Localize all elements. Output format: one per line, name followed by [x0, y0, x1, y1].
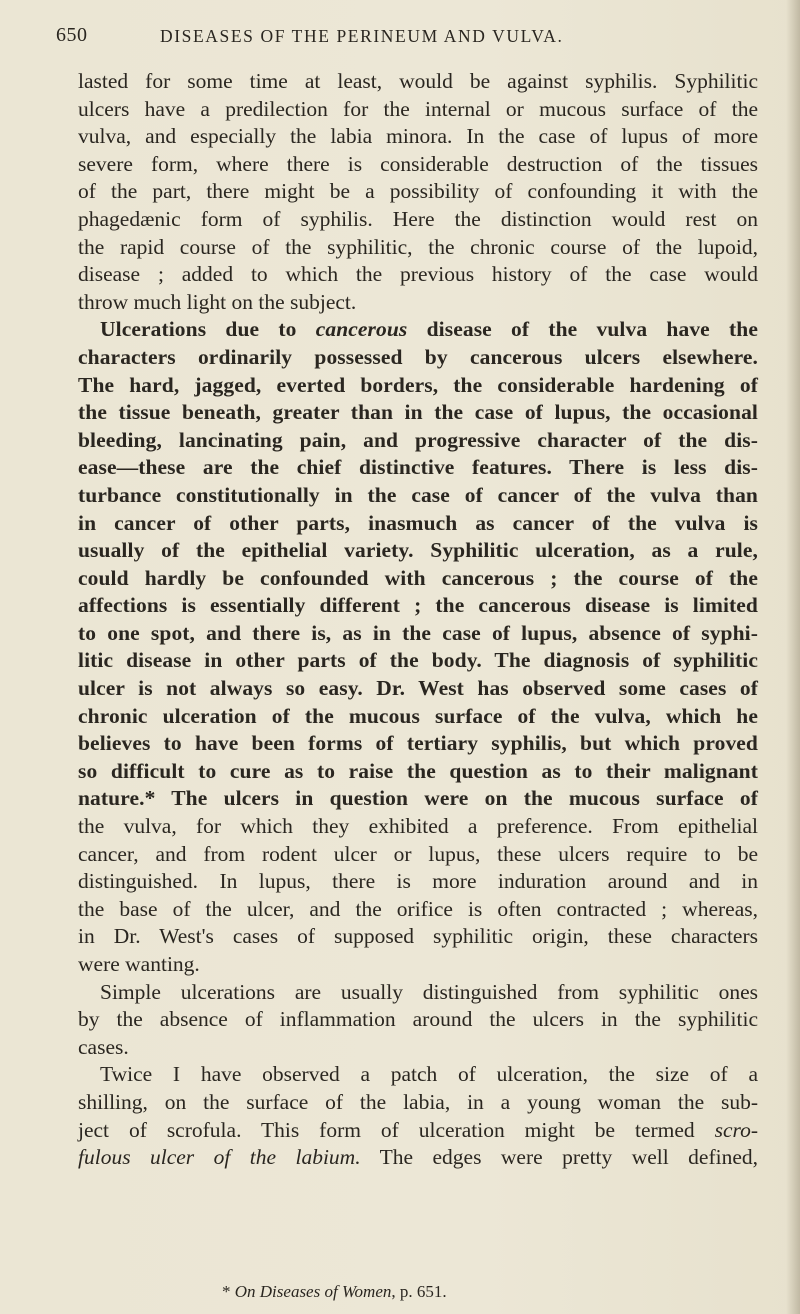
text-line: turbance constitutionally in the case of cancer of the vulva than — [78, 482, 758, 507]
text-line: the rapid course of the syphilitic, the chronic course of the lupoid, — [78, 234, 758, 259]
italic-term: fulous ulcer of the labium. — [78, 1145, 361, 1170]
text-line: ulcer is not always so easy. Dr. West has observed some cases of — [78, 676, 758, 701]
text-line: the tissue beneath, greater than in the case of lupus, the occasional — [78, 400, 758, 425]
text-line: usually of the epithelial variety. Syphilitic ulceration, as a rule, — [78, 538, 758, 563]
footnote-marker: * — [222, 1282, 231, 1301]
text-line: The hard, jagged, everted borders, the considerable hardening of — [78, 372, 758, 397]
text-line: severe form, where there is considerable destruction of the tissues — [78, 151, 758, 176]
text-line: Ulcerations due to cancerous disease of the vulva have the — [100, 317, 758, 342]
text-line: so difficult to cure as to raise the question as to their malignant — [78, 758, 758, 783]
body-text — [78, 68, 758, 1172]
text-line: Twice I have observed a patch of ulceration, the size of a — [100, 1062, 758, 1087]
text-line: litic disease in other parts of the body. The diagnosis of syphilitic — [78, 648, 758, 673]
text-line: in cancer of other parts, inasmuch as cancer of the vulva is — [78, 510, 758, 535]
italic-term: scro- — [714, 1117, 758, 1142]
footnote-page-ref: , p. 651. — [391, 1282, 447, 1301]
text-line: believes to have been forms of tertiary syphilis, but which proved — [78, 731, 758, 756]
text-line: characters ordinarily possessed by cancerous ulcers elsewhere. — [78, 344, 758, 369]
text-line: lasted for some time at least, would be against syphilis. Syphilitic — [78, 69, 758, 93]
text-line: ulcers have a predilection for the internal or mucous surface of the — [78, 96, 758, 121]
text-line: distinguished. In lupus, there is more induration around and in — [78, 869, 758, 894]
text-line: the vulva, for which they exhibited a preference. From epithelial — [78, 814, 758, 839]
text-line: were wanting. — [78, 952, 200, 976]
running-head: DISEASES OF THE PERINEUM AND VULVA. — [160, 26, 564, 46]
text-line: bleeding, lancinating pain, and progressive character of the dis- — [78, 427, 758, 452]
page-edge-shadow — [786, 0, 800, 1314]
text-line: in Dr. West's cases of supposed syphilitic origin, these characters — [78, 924, 758, 949]
text-line: ease—these are the chief distinctive features. There is less dis- — [78, 455, 758, 480]
text-line: the base of the ulcer, and the orifice is often contracted ; whereas, — [78, 896, 758, 921]
text-line: vulva, and especially the labia minora. In the case of lupus of more — [78, 124, 758, 149]
text-line: fulous ulcer of the labium. The edges were pretty well defined, — [78, 1145, 758, 1170]
text-line: throw much light on the subject. — [78, 289, 357, 314]
text-line: cancer, and from rodent ulcer or lupus, these ulcers require to be — [78, 841, 758, 866]
page-number: 650 — [56, 24, 88, 46]
text-line: chronic ulceration of the mucous surface of the vulva, which he — [78, 703, 758, 728]
text-line: phagedænic form of syphilis. Here the distinction would rest on — [78, 206, 758, 231]
text-line: nature.* The ulcers in question were on the mucous surface of — [78, 786, 758, 811]
text-line: by the absence of inflammation around the ulcers in the syphilitic — [78, 1007, 758, 1032]
page-header — [56, 20, 760, 50]
text-line: ject of scrofula. This form of ulceration might be termed scro- — [78, 1117, 758, 1142]
text-line: affections is essentially different ; the cancerous disease is limited — [78, 593, 758, 618]
footnote-title: On Diseases of Women — [234, 1282, 392, 1301]
text-line: shilling, on the surface of the labia, in a young woman the sub- — [78, 1089, 758, 1114]
italic-term: cancerous — [315, 317, 408, 342]
text-line: disease ; added to which the previous history of the case would — [78, 262, 758, 287]
footnote — [222, 1282, 447, 1302]
text-line: of the part, there might be a possibility of confounding it with the — [78, 179, 758, 204]
text-line: could hardly be confounded with cancerous ; the course of the — [78, 565, 758, 590]
text-line: to one spot, and there is, as in the case of lupus, absence of syphi- — [78, 620, 758, 645]
text-line: cases. — [78, 1034, 129, 1059]
text-line: Simple ulcerations are usually distinguished from syphilitic ones — [100, 979, 758, 1004]
